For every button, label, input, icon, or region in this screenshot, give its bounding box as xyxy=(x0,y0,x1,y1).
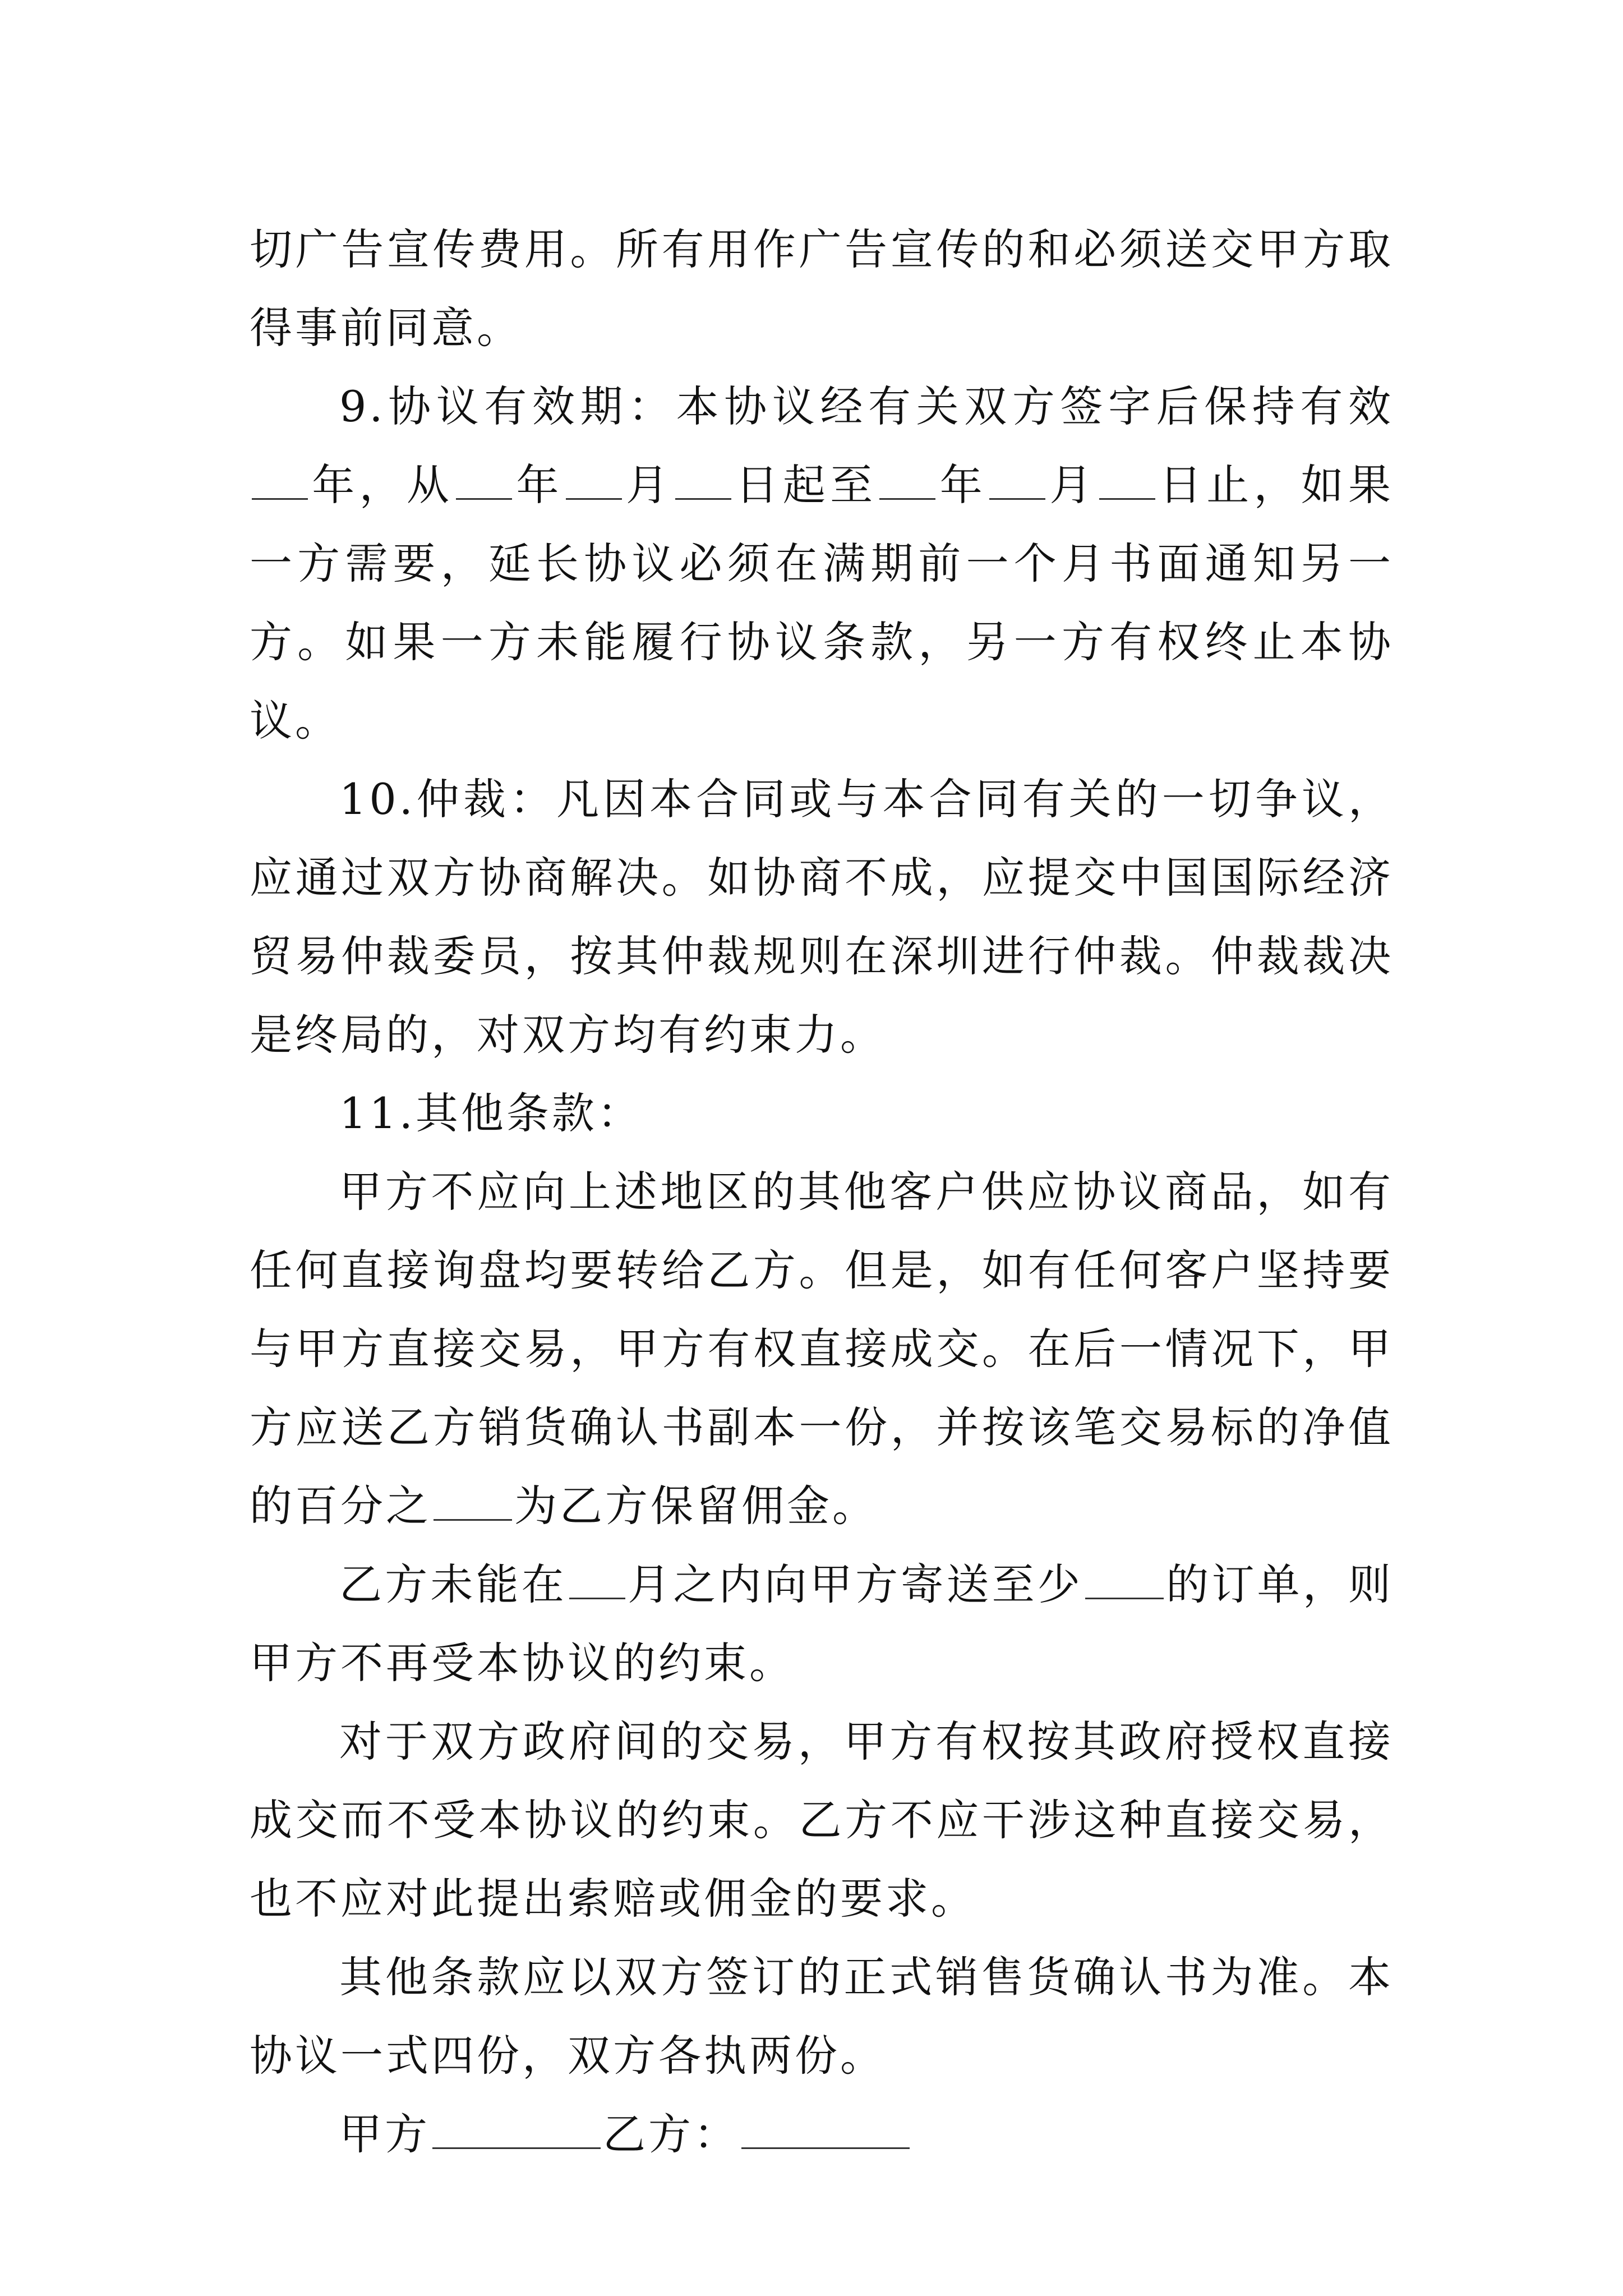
clause-text: 乙方未能在 xyxy=(339,1559,567,1609)
blank-months xyxy=(569,1565,625,1599)
party-b-label: 乙方： xyxy=(603,2109,739,2159)
paragraph-minimum-order xyxy=(250,1545,1394,1703)
clause-text: 月 xyxy=(624,460,674,510)
blank-end-year xyxy=(879,466,935,500)
paragraph-text: 11.其他条款： xyxy=(339,1088,643,1138)
blank-end-day xyxy=(1099,466,1155,500)
blank-commission-percent xyxy=(434,1487,512,1521)
blank-start-day xyxy=(675,466,731,500)
paragraph-other-terms-heading xyxy=(250,1074,1394,1153)
paragraph-government-trade xyxy=(250,1703,1394,1938)
paragraph-advertising-cost xyxy=(250,210,1394,367)
paragraph-text: 10.仲裁：凡因本合同或与本合同有关的一切争议，应通过双方协商解决。如协商不成，应提交中国国际经济贸易仲裁委员，按其仲裁规则在深圳进行仲裁。仲裁裁决是终局的，对双方均有约束力。 xyxy=(250,774,1394,1060)
paragraph-validity-period xyxy=(250,367,1394,760)
paragraph-signatures xyxy=(250,2095,1394,2174)
clause-text: 年，从 xyxy=(310,460,454,510)
document-body xyxy=(250,210,1394,2174)
paragraph-copies xyxy=(250,1938,1394,2095)
clause-text: 日起至 xyxy=(734,460,878,510)
blank-end-month xyxy=(989,466,1045,500)
clause-text: 9.协议有效期：本协议经有关双方签字后保持有效 xyxy=(339,381,1394,431)
party-b-signature-blank xyxy=(741,2115,910,2149)
blank-years xyxy=(252,466,308,500)
clause-text: 日止，如果一方需要，延长协议必须在满期前一个月书面通知另一方。如果一方未能履行协议条款，另一方有权终止本协议。 xyxy=(250,460,1394,746)
paragraph-exclusive-supply xyxy=(250,1153,1394,1545)
clause-text: 甲方不应向上述地区的其他客户供应协议商品，如有任何直接询盘均要转给乙方。但是，如有任何客户坚持要与甲方直接交易，甲方有权直接成交。在后一情况下，甲方应送乙方销货确认书副本一份，并按该笔交易标的净值的百分之 xyxy=(250,1167,1394,1531)
blank-order-amount xyxy=(1085,1565,1164,1599)
party-a-signature-blank xyxy=(432,2115,601,2149)
blank-start-month xyxy=(566,466,622,500)
paragraph-text: 切广告宣传费用。所有用作广告宣传的和必须送交甲方取得事前同意。 xyxy=(250,224,1394,353)
paragraph-text: 对于双方政府间的交易，甲方有权按其政府授权直接成交而不受本协议的约束。乙方不应干涉这种直接交易，也不应对此提出索赔或佣金的要求。 xyxy=(250,1717,1394,1924)
clause-text: 年 xyxy=(938,460,988,510)
clause-text: 的订单，则甲方不再受本协议的约束。 xyxy=(250,1559,1394,1688)
party-a-label: 甲方 xyxy=(339,2109,430,2159)
paragraph-arbitration xyxy=(250,760,1394,1074)
clause-text: 月 xyxy=(1048,460,1097,510)
clause-text: 年 xyxy=(514,460,564,510)
blank-start-year xyxy=(456,466,512,500)
clause-text: 为乙方保留佣金。 xyxy=(514,1481,878,1531)
clause-text: 月之内向甲方寄送至少 xyxy=(627,1559,1083,1609)
paragraph-text: 其他条款应以双方签订的正式销售货确认书为准。本协议一式四份，双方各执两份。 xyxy=(250,1952,1394,2081)
